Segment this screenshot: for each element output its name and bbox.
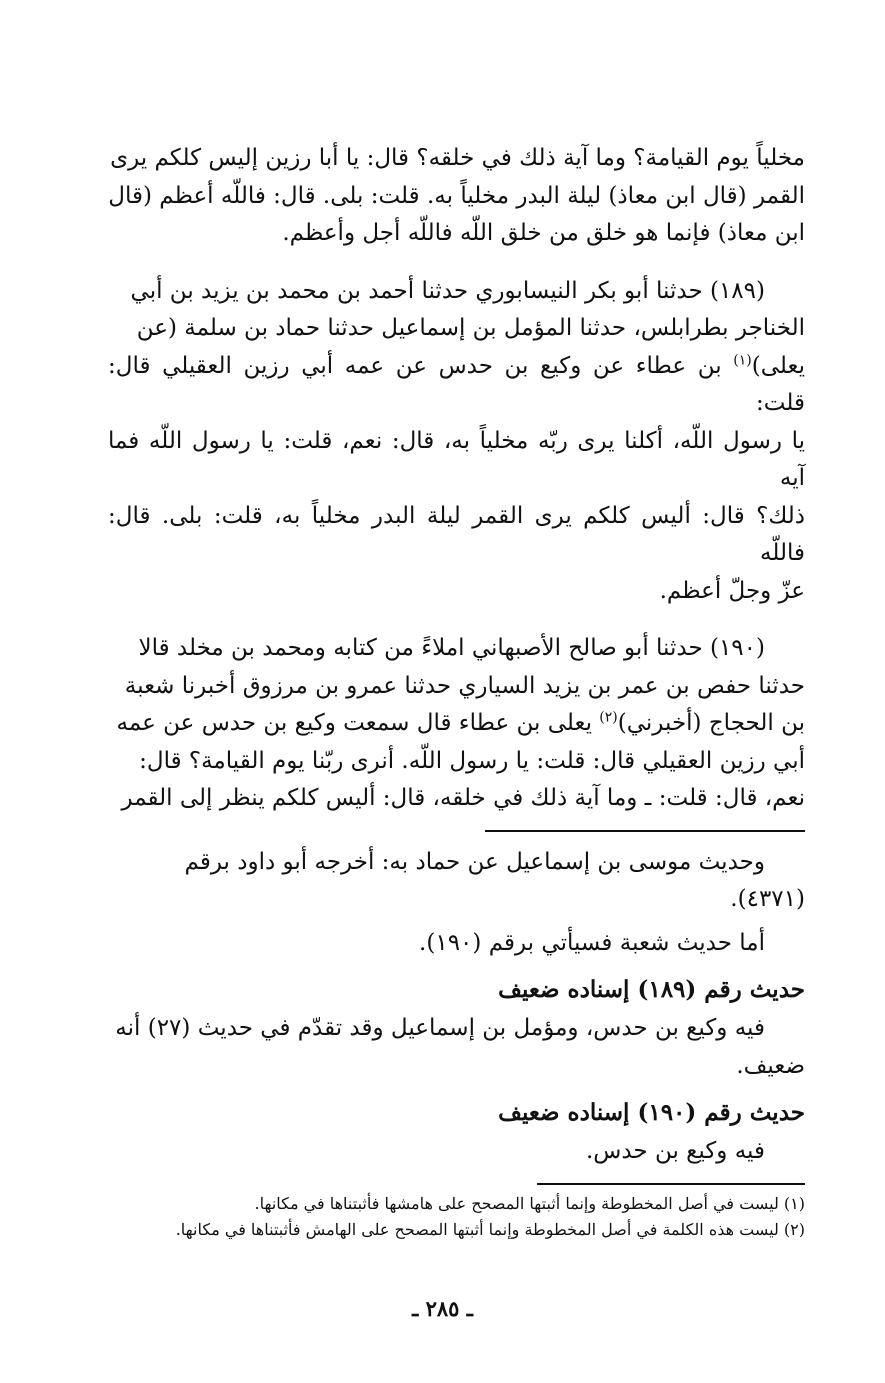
text-line: عزّ وجلّ أعظم. <box>659 577 805 604</box>
text-line: يا رسول اللّه، أكلنا يرى ربّه مخلياً به، قال: نعم، قلت: يا رسول اللّه فما آيه <box>108 427 805 491</box>
commentary-block <box>108 844 805 963</box>
commentary-divider <box>485 830 805 832</box>
page-body <box>108 140 805 1243</box>
text-line: حدثنا حفص بن عمر بن يزيد السياري حدثنا عمرو بن مرزوق أخبرنا شعبة <box>124 672 805 699</box>
footnote-2: (٢) ليست هذه الكلمة في أصل المخطوطة وإنما أثبتها المصحح على الهامش فأثبتناها في مكانها. <box>175 1219 805 1239</box>
text-line: (١٩٠) حدثنا أبو صالح الأصبهاني املاءً من كتابه ومحمد بن مخلد قالا <box>138 635 765 661</box>
text-line: ذلك؟ قال: أليس كلكم يرى القمر ليلة البدر مخلياً به، قلت: بلى. قال: فاللّه <box>108 502 805 566</box>
text-segment: بن الحجاج (أخبرني) <box>617 710 805 736</box>
text-line: (١٨٩) حدثنا أبو بكر النيسابوري حدثنا أحمد بن محمد بن يزيد بن أبي <box>130 277 765 304</box>
footnote-1: (١) ليست في أصل المخطوطة وإنما أثبتها المصحح على هامشها فأثبتناها في مكانها. <box>254 1193 805 1213</box>
footnote-ref-2: (٢) <box>599 709 618 726</box>
text-line: أما حديث شعبة فسيأتي برقم (١٩٠). <box>419 929 765 956</box>
text-line: (٤٣٧١). <box>730 886 805 912</box>
paragraph-continuation <box>108 140 805 253</box>
section-heading-189: حديث رقم (١٨٩) إسناده ضعيف <box>498 976 805 1003</box>
paragraph-hadith-189 <box>108 273 805 611</box>
text-line <box>108 705 805 743</box>
text-segment: بن عطاء عن وكيع بن حدس عن عمه أبي رزين العقيلي قال: قلت: <box>108 352 805 416</box>
text-line: ابن معاذ) فإنما هو خلق من خلق اللّه فاللّه أجل وأعظم. <box>282 220 805 246</box>
text-line: فيه وكيع بن حدس، ومؤمل بن إسماعيل وقد تقدّم في حديث (٢٧) أنه <box>115 1015 765 1041</box>
text-line: نعم، قال: قلت: ـ وما آية ذلك في خلقه، قال: أليس كلكم ينظر إلى القمر <box>121 785 805 811</box>
text-segment: يعلى بن عطاء قال سمعت وكيع بن حدس عن عمه <box>116 710 592 736</box>
commentary-block <box>108 1010 805 1085</box>
text-line: فيه وكيع بن حدس. <box>585 1138 765 1164</box>
text-line: الخناجر بطرابلس، حدثنا المؤمل بن إسماعيل حدثنا حماد بن سلمة (عن <box>136 315 805 341</box>
text-line: ضعيف. <box>736 1052 805 1079</box>
text-line: القمر (قال ابن معاذ) ليلة البدر مخلياً به. قلت: بلى. قال: فاللّه أعظم (قال <box>108 182 805 209</box>
text-line <box>108 348 805 423</box>
page-number: ـ ٢٨٥ ـ <box>412 1296 473 1321</box>
footnote-ref-1: (١) <box>733 351 752 368</box>
paragraph-hadith-190 <box>108 630 805 818</box>
text-segment: يعلى) <box>751 352 805 379</box>
text-line: أبي رزين العقيلي قال: قلت: يا رسول اللّه. أنرى ربّنا يوم القيامة؟ قال: <box>139 747 805 774</box>
text-line: مخلياً يوم القيامة؟ وما آية ذلك في خلقه؟ قال: يا أبا رزين إليس كلكم يرى <box>110 145 805 171</box>
text-line: وحديث موسى بن إسماعيل عن حماد به: أخرجه أبو داود برقم <box>184 848 765 875</box>
section-heading-190: حديث رقم (١٩٠) إسناده ضعيف <box>498 1099 805 1126</box>
commentary-block <box>108 1133 805 1171</box>
footnote-divider <box>537 1183 805 1185</box>
